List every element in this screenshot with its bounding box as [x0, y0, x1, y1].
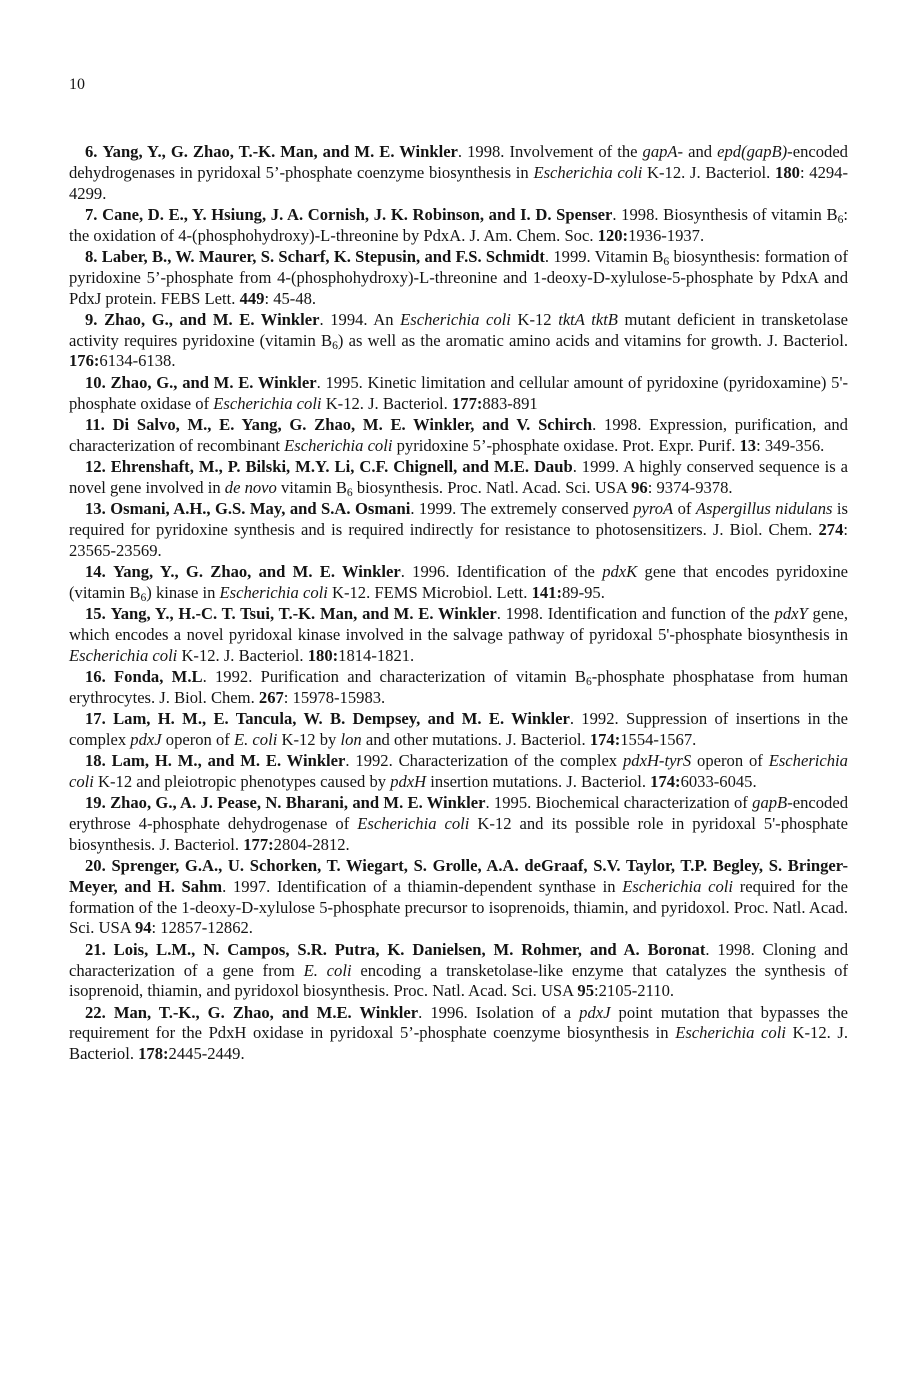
citation-text: : 15978-15983.	[283, 687, 386, 707]
citation-text: : 12857-12862.	[151, 918, 253, 938]
volume-number: 95	[577, 981, 594, 1001]
citation-text: and	[683, 142, 718, 161]
citation-text: : 45-48.	[264, 288, 317, 308]
reference-authors: Man, T.-K., G. Zhao, and M.E. Winkler	[113, 1002, 419, 1022]
citation-text: K-12. J. Bacteriol.	[69, 1023, 849, 1064]
citation-text: mutant deficient in transketolase activity requires pyridoxine (vitamin B	[69, 309, 849, 350]
citation-text: 1936-1937.	[628, 225, 705, 245]
citation-text: . 1992. Suppression of insertions in the complex	[69, 709, 848, 749]
citation-text: . 1996. Identification of the	[400, 561, 603, 581]
italic-term: pyroA	[633, 499, 674, 519]
italic-term: tktA tktB	[558, 309, 618, 329]
reference-authors: Zhao, G., A. J. Pease, N. Bharani, and M. E. Winkler	[110, 793, 486, 813]
citation-text: : the oxidation of 4-(phosphohydroxy)-L-threonine by PdxA. J. Am. Chem. Soc.	[69, 204, 848, 245]
italic-term: E. coli	[233, 729, 278, 749]
reference-list	[69, 142, 848, 1066]
reference-item	[69, 562, 848, 604]
reference-authors: Cane, D. E., Y. Hsiung, J. A. Cornish, J. K. Robinson, and I. D. Spenser	[102, 204, 613, 224]
volume-number: 174:	[589, 729, 621, 749]
citation-text: 6033-6045.	[680, 771, 757, 791]
reference-authors: Yang, Y., H.-C. T. Tsui, T.-K. Man, and M. E. Winkler	[110, 604, 497, 624]
reference-authors: Lam, H. M., and M. E. Winkler	[111, 751, 346, 771]
reference-number: 22.	[85, 1002, 106, 1022]
reference-item	[69, 667, 848, 709]
reference-item	[69, 604, 848, 666]
italic-term: pdxH	[390, 771, 427, 791]
reference-number: 11.	[85, 414, 105, 434]
citation-text: vitamin B	[276, 477, 347, 497]
italic-term: de novo	[224, 477, 277, 497]
reference-number: 14.	[85, 561, 106, 581]
citation-text: 883-891	[482, 393, 538, 413]
italic-term: Escherichia coli	[400, 309, 511, 329]
reference-number: 18.	[85, 751, 106, 771]
citation-text: . 1994. An	[319, 309, 401, 329]
reference-number: 6.	[85, 142, 98, 161]
citation-text: and other mutations. J. Bacteriol.	[361, 729, 590, 749]
italic-term: pdxJ	[579, 1002, 611, 1022]
volume-number: 449	[239, 288, 265, 308]
italic-term: Escherichia coli	[284, 435, 393, 455]
reference-authors: Zhao, G., and M. E. Winkler	[110, 372, 317, 392]
citation-text: K-12. J. Bacteriol.	[177, 645, 308, 665]
reference-authors: Sprenger, G.A., U. Schorken, T. Wiegart, S. Grolle, A.A. deGraaf, S.V. Taylor, T.P. Begley, S. Bringer-Meyer, and H. Sahm	[69, 856, 849, 896]
volume-number: 180	[775, 162, 800, 182]
reference-authors: Lois, L.M., N. Campos, S.R. Putra, K. Danielsen, M. Rohmer, and A. Boronat	[113, 939, 706, 959]
reference-authors: Yang, Y., G. Zhao, and M. E. Winkler	[113, 561, 401, 581]
italic-term: pdxJ	[130, 729, 162, 749]
volume-number: 177:	[243, 834, 274, 854]
reference-authors: Lam, H. M., E. Tancula, W. B. Dempsey, and M. E. Winkler	[113, 709, 570, 729]
reference-authors: Laber, B., W. Maurer, S. Scharf, K. Stepusin, and F.S. Schmidt	[101, 246, 545, 266]
citation-text: . 1999. The extremely conserved	[410, 499, 634, 519]
reference-number: 15.	[85, 604, 106, 624]
citation-text: . 1998. Identification and function of the	[496, 604, 775, 624]
italic-term: pdxH-tyrS	[622, 751, 692, 771]
citation-text: gene, which encodes a novel pyridoxal kinase involved in the salvage pathway of pyridoxal 5'-phosphate biosynthesis in	[69, 604, 848, 644]
citation-text: encoding a transketolase-like enzyme that catalyzes the synthesis of isoprenoid, thiamin, and pyridoxol biosynthesis. Proc. Natl. Acad. Sci. USA	[69, 960, 849, 1001]
volume-number: 177:	[451, 393, 483, 413]
italic-term: gapA-	[642, 142, 684, 161]
italic-term: Escherichia coli	[533, 162, 643, 182]
citation-text: pyridoxine 5’-phosphate oxidase. Prot. Expr. Purif.	[392, 435, 740, 455]
citation-text: insertion mutations. J. Bacteriol.	[426, 771, 651, 791]
citation-text: . 1999. A highly conserved sequence is a novel gene involved in	[69, 456, 848, 497]
citation-text: . 1996. Isolation of a	[418, 1002, 580, 1022]
volume-number: 120:	[597, 225, 629, 245]
page-number: 10	[69, 76, 85, 93]
reference-number: 20.	[85, 856, 106, 876]
citation-text: point mutation that bypasses the requirement for the PdxH oxidase in pyridoxal 5’-phosphate coenzyme biosynthesis in	[69, 1002, 848, 1043]
citation-text: 2445-2449.	[168, 1044, 245, 1064]
italic-term: Escherichia coli	[69, 645, 178, 665]
subscript: 6	[332, 338, 338, 352]
reference-item	[69, 205, 848, 247]
citation-text: . 1998. Expression, purification, and characterization of recombinant	[69, 414, 848, 455]
subscript: 6	[837, 212, 844, 226]
italic-term: lon	[340, 729, 362, 749]
reference-number: 12.	[85, 456, 106, 476]
reference-item	[69, 1003, 848, 1065]
italic-term: E. coli	[303, 960, 352, 980]
volume-number: 178:	[138, 1044, 169, 1064]
reference-number: 7.	[85, 204, 98, 224]
citation-text: K-12	[510, 309, 559, 329]
citation-text: biosynthesis. Proc. Natl. Acad. Sci. USA	[352, 477, 632, 497]
citation-text: operon of	[691, 751, 769, 771]
volume-number: 180:	[307, 645, 339, 665]
subscript: 6	[585, 674, 592, 688]
italic-term: gapB	[752, 793, 788, 813]
citation-text: 89-95.	[562, 582, 605, 602]
italic-term: Escherichia coli	[219, 582, 328, 602]
citation-text: . 1997. Identification of a thiamin-dependent synthase in	[222, 876, 623, 896]
reference-item	[69, 709, 848, 751]
reference-item	[69, 310, 848, 372]
italic-term: pdxK	[602, 561, 638, 581]
reference-number: 10.	[85, 372, 106, 392]
citation-text: -encoded dehydrogenases in pyridoxal 5’-phosphate coenzyme biosynthesis in	[69, 142, 848, 182]
italic-term: pdxY	[774, 604, 808, 624]
citation-text: 1554-1567.	[620, 729, 697, 749]
citation-text: . 1998. Biosynthesis of vitamin B	[612, 204, 838, 224]
citation-text: required for the formation of the 1-deoxy-D-xylulose 5-phosphate precursor to isoprenoids, thiamin, and pyridoxol. Proc. Natl. Acad. Sci. USA	[69, 876, 849, 938]
italic-term: Escherichia coli	[357, 814, 470, 833]
citation-text: . 1995. Kinetic limitation and cellular amount of pyridoxine (pyridoxamine) 5'-phosphate oxidase of	[69, 372, 848, 413]
reference-number: 9.	[85, 309, 98, 329]
citation-text: biosynthesis: formation of pyridoxine 5’-phosphate from 4-(phosphohydroxy)-L-threonine and 1-deoxy-D-xylulose-5-phosphate by PdxA and PdxJ protein. FEBS Lett.	[69, 246, 848, 308]
reference-item	[69, 247, 848, 309]
reference-item	[69, 373, 848, 415]
citation-text: ) kinase in	[146, 582, 220, 602]
italic-term: epd(gapB)	[717, 142, 788, 161]
italic-term: Escherichia coli	[69, 751, 848, 791]
reference-number: 13.	[85, 499, 106, 519]
citation-text: of	[673, 499, 696, 519]
reference-authors: Yang, Y., G. Zhao, T.-K. Man, and M. E. Winkler	[102, 142, 458, 161]
reference-item	[69, 415, 848, 457]
citation-text: : 9374-9378.	[647, 477, 733, 497]
reference-authors: Ehrenshaft, M., P. Bilski, M.Y. Li, C.F. Chignell, and M.E. Daub	[110, 456, 573, 476]
volume-number: 13	[739, 435, 757, 455]
citation-text: : 349-356.	[756, 435, 825, 455]
citation-text: . 1999. Vitamin B	[544, 246, 664, 266]
volume-number: 174:	[650, 771, 681, 791]
subscript: 6	[140, 590, 147, 604]
reference-item	[69, 793, 848, 855]
reference-item	[69, 856, 848, 939]
citation-text: K-12 and pleiotropic phenotypes caused by	[93, 771, 391, 791]
citation-text: operon of	[161, 729, 234, 749]
citation-text: :2105-2110.	[593, 981, 675, 1001]
citation-text: 6134-6138.	[99, 351, 176, 371]
citation-text: ) as well as the aromatic amino acids and vitamins for growth. J. Bacteriol.	[337, 330, 848, 350]
citation-text: gene that encodes pyridoxine (vitamin B	[69, 561, 848, 602]
reference-number: 21.	[85, 939, 106, 959]
reference-item	[69, 751, 848, 793]
citation-text: . 1992. Purification and characterization of vitamin B	[202, 666, 586, 686]
volume-number: 94	[134, 918, 152, 938]
citation-text: 1814-1821.	[338, 645, 415, 665]
reference-number: 19.	[85, 793, 106, 813]
citation-text: : 4294-4299.	[69, 162, 848, 203]
italic-term: Aspergillus nidulans	[695, 499, 833, 519]
reference-item	[69, 499, 848, 561]
volume-number: 96	[631, 477, 648, 497]
subscript: 6	[346, 485, 353, 499]
citation-text: . 1992. Characterization of the complex	[345, 751, 623, 771]
volume-number: 141:	[531, 582, 562, 602]
volume-number: 176:	[69, 351, 100, 371]
citation-text: -phosphate phosphatase from human erythrocytes. J. Biol. Chem.	[69, 666, 848, 707]
citation-text: K-12 by	[277, 729, 341, 749]
reference-authors: Zhao, G., and M. E. Winkler	[104, 309, 320, 329]
italic-term: Escherichia coli	[675, 1023, 786, 1043]
reference-item	[69, 457, 848, 499]
reference-number: 17.	[85, 709, 106, 729]
reference-authors: Osmani, A.H., G.S. May, and S.A. Osmani	[110, 499, 411, 519]
citation-text: . 1995. Biochemical characterization of	[485, 793, 753, 813]
citation-text: K-12 and its possible role in pyridoxal 5'-phosphate biosynthesis. J. Bacteriol.	[69, 814, 848, 854]
reference-item	[69, 142, 848, 204]
citation-text: K-12. FEMS Microbiol. Lett.	[327, 582, 532, 602]
volume-number: 267	[258, 687, 284, 707]
reference-authors: Di Salvo, M., E. Yang, G. Zhao, M. E. Winkler, and V. Schirch	[112, 414, 593, 434]
citation-text: 2804-2812.	[273, 834, 350, 854]
reference-authors: Fonda, M.L	[114, 666, 203, 686]
volume-number: 274	[818, 519, 844, 539]
italic-term: Escherichia coli	[213, 393, 322, 413]
citation-text: . 1998. Cloning and characterization of a gene from	[69, 939, 848, 980]
citation-text: . 1998. Involvement of the	[457, 142, 643, 161]
reference-item	[69, 940, 848, 1002]
citation-text: -encoded erythrose 4-phosphate dehydrogenase of	[69, 793, 848, 833]
italic-term: Escherichia coli	[622, 876, 734, 896]
subscript: 6	[663, 254, 670, 268]
citation-text: is required for pyridoxine synthesis and is required indirectly for resistance to photosensitizers. J. Biol. Chem.	[69, 499, 848, 539]
citation-text: : 23565-23569.	[69, 519, 848, 560]
citation-text: K-12. J. Bacteriol.	[642, 162, 776, 182]
citation-text: K-12. J. Bacteriol.	[321, 393, 452, 413]
reference-number: 8.	[85, 246, 98, 266]
reference-number: 16.	[85, 666, 106, 686]
